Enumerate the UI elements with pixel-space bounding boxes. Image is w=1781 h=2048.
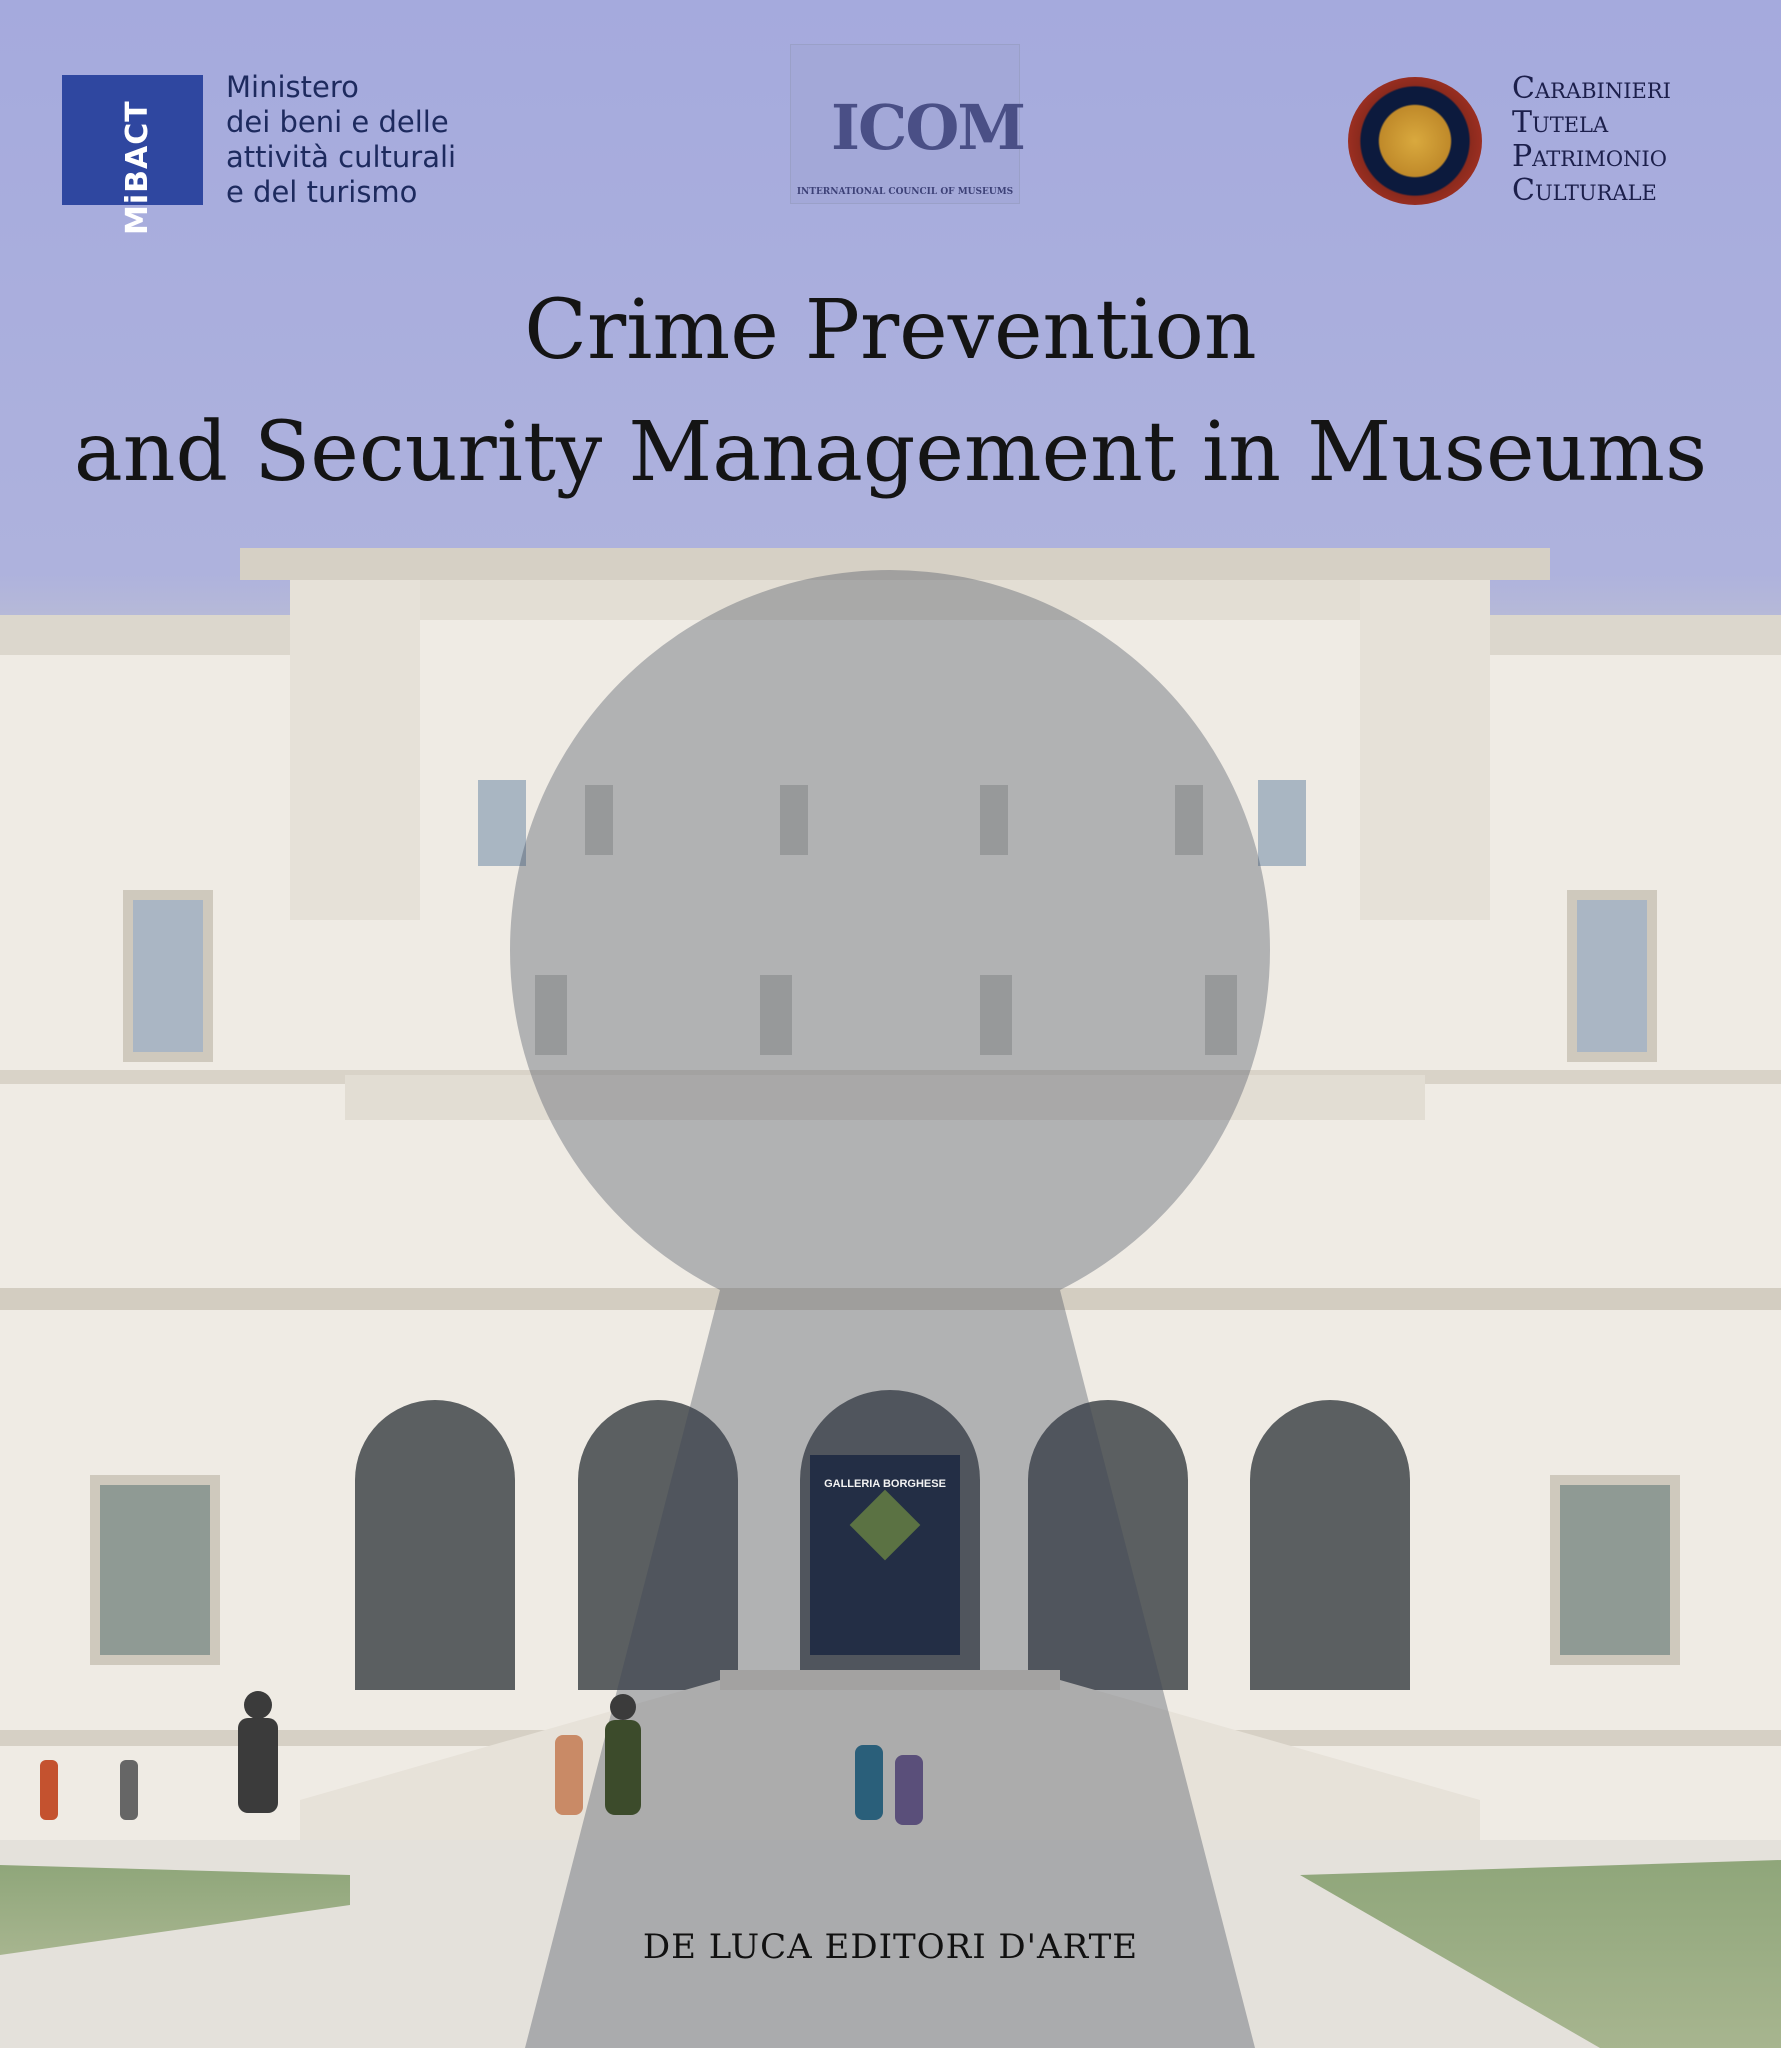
carabinieri-line: Culturale bbox=[1512, 173, 1657, 208]
carabinieri-line: Carabinieri bbox=[1512, 71, 1671, 106]
ministry-line: dei beni e delle bbox=[226, 105, 449, 139]
carabinieri-line: Tutela bbox=[1512, 105, 1609, 140]
icom-subtitle: INTERNATIONAL COUNCIL OF MUSEUMS bbox=[796, 187, 1014, 197]
carabinieri-line: Patrimonio bbox=[1512, 139, 1667, 174]
ministry-line: attività culturali bbox=[226, 140, 457, 174]
title-line-2: and Security Management in Museums bbox=[73, 405, 1708, 500]
ministry-line: e del turismo bbox=[226, 175, 418, 209]
publisher-name: DE LUCA EDITORI D'ARTE bbox=[642, 1927, 1139, 1967]
mibact-logo-text: MiBACT bbox=[120, 100, 155, 235]
ministry-name bbox=[226, 70, 456, 210]
book-title bbox=[0, 270, 1781, 514]
icom-logo-text: ICOM bbox=[831, 91, 1024, 164]
icom-logo bbox=[790, 44, 1024, 204]
banner-text: GALLERIA BORGHESE bbox=[824, 1478, 946, 1490]
ministry-line: Ministero bbox=[226, 70, 359, 104]
carabinieri-seal-icon bbox=[1348, 77, 1482, 205]
carabinieri-name bbox=[1512, 72, 1671, 208]
mibact-logo bbox=[62, 75, 203, 235]
title-line-1: Crime Prevention bbox=[524, 283, 1257, 378]
